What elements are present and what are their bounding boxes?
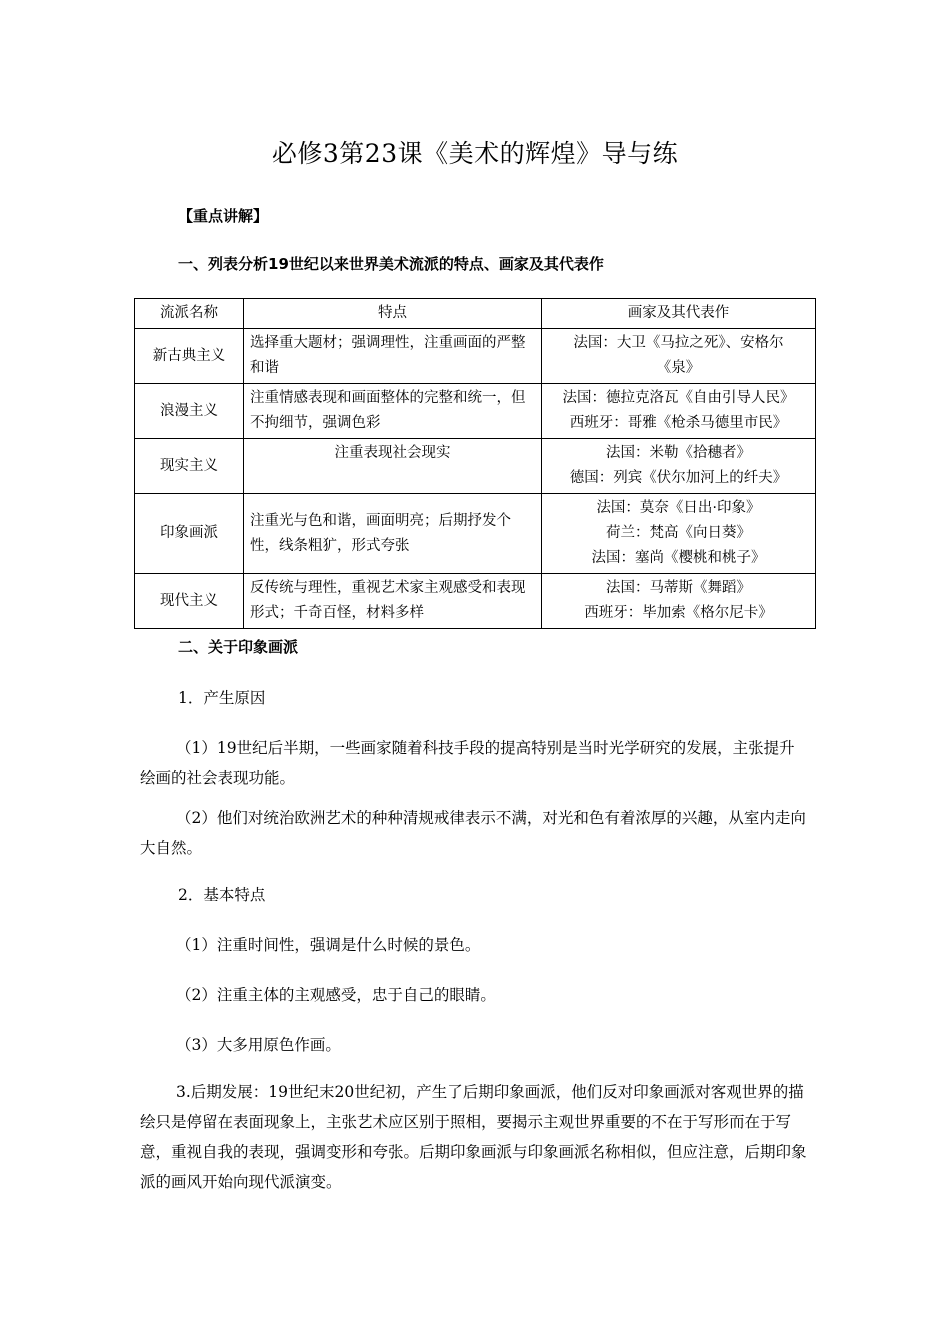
work-line: 法国：德拉克洛瓦《自由引导人民》 [562, 390, 795, 406]
school-works [542, 329, 816, 384]
table-row [135, 494, 816, 574]
school-name: 现实主义 [135, 439, 244, 494]
table-row [135, 439, 816, 494]
feature-item-1: （1）注重时间性，强调是什么时候的景色。 [176, 936, 481, 954]
work-line: 法国：莫奈《日出·印象》 [596, 500, 761, 516]
features-heading: 2．基本特点 [178, 886, 266, 904]
work-line: 法国：塞尚《樱桃和桃子》 [591, 550, 766, 566]
school-features: 注重表现社会现实 [244, 439, 542, 494]
feature-item-3: （3）大多用原色作画。 [176, 1036, 341, 1054]
school-works [542, 494, 816, 574]
key-points-label: 【重点讲解】 [178, 207, 269, 225]
school-features: 注重情感表现和画面整体的完整和统一，但不拘细节，强调色彩 [244, 384, 542, 439]
section-1-heading: 一、列表分析19世纪以来世界美术流派的特点、画家及其代表作 [178, 255, 604, 273]
work-line: 《泉》 [656, 360, 701, 376]
table-row [135, 329, 816, 384]
work-line: 法国：大卫《马拉之死》、安格尔 [573, 335, 784, 351]
art-schools-table [134, 298, 816, 629]
school-features: 选择重大题材；强调理性，注重画面的严整和谐 [244, 329, 542, 384]
school-works [542, 439, 816, 494]
work-line: 西班牙：毕加索《格尔尼卡》 [584, 605, 773, 621]
table-header: 流派名称 [135, 299, 244, 329]
work-line: 荷兰：梵高《向日葵》 [606, 525, 751, 541]
school-name: 新古典主义 [135, 329, 244, 384]
feature-item-2: （2）注重主体的主观感受，忠于自己的眼睛。 [176, 986, 496, 1004]
cause-paragraph-1: （1）19世纪后半期，一些画家随着科技手段的提高特别是当时光学研究的发展，主张提升绘画的社会表现功能。 [140, 739, 795, 787]
school-name: 浪漫主义 [135, 384, 244, 439]
work-line: 西班牙：哥雅《枪杀马德里市民》 [569, 415, 788, 431]
work-line: 法国：米勒《拾穗者》 [606, 445, 751, 461]
page-title: 必修3第23课《美术的辉煌》导与练 [271, 139, 679, 168]
table-header-row [135, 299, 816, 329]
school-works [542, 384, 816, 439]
school-features: 注重光与色和谐，画面明亮；后期抒发个性，线条粗犷，形式夸张 [244, 494, 542, 574]
school-name: 现代主义 [135, 574, 244, 629]
table-row [135, 384, 816, 439]
section-2-heading: 二、关于印象画派 [178, 638, 299, 656]
table-header: 画家及其代表作 [542, 299, 816, 329]
table-row [135, 574, 816, 629]
later-development-paragraph: 3.后期发展：19世纪末20世纪初，产生了后期印象画派，他们反对印象画派对客观世界的描绘只是停留在表面现象上，主张艺术应区别于照相，要揭示主观世界重要的不在于写形而在于写意，重视自我的表现，强调变形和夸张。后期印象画派与印象画派名称相似，但应注意，后期印象派的画风开始向现代派演变。 [140, 1083, 807, 1191]
work-line: 德国：列宾《伏尔加河上的纤夫》 [569, 470, 788, 486]
table-header: 特点 [244, 299, 542, 329]
work-line: 法国：马蒂斯《舞蹈》 [606, 580, 751, 596]
school-features: 反传统与理性，重视艺术家主观感受和表现形式；千奇百怪，材料多样 [244, 574, 542, 629]
cause-heading: 1．产生原因 [178, 689, 266, 707]
cause-paragraph-2: （2）他们对统治欧洲艺术的种种清规戒律表示不满，对光和色有着浓厚的兴趣，从室内走向大自然。 [140, 809, 806, 857]
school-works [542, 574, 816, 629]
school-name: 印象画派 [135, 494, 244, 574]
